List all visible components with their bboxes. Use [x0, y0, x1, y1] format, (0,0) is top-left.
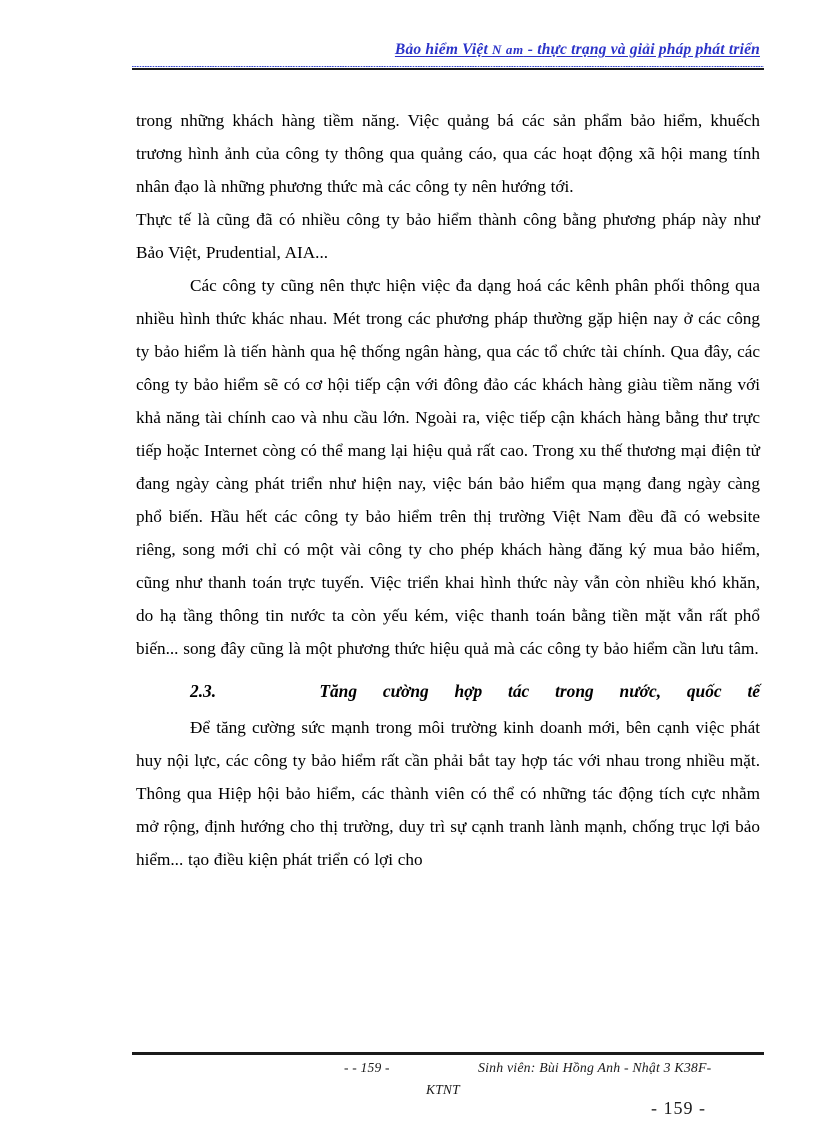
running-header [136, 40, 760, 60]
paragraph-3: Các công ty cũng nên thực hiện việc đa dạng hoá các kênh phân phối thông qua nhiều hình thức khác nhau. Mét trong các phương pháp thường gặp hiện nay ở các công ty bảo hiểm là tiến hành qua hệ thống ngân hàng, qua các tổ chức tài chính. Qua đây, các công ty bảo hiểm sẽ có cơ hội tiếp cận với đông đảo các khách hàng giàu tiềm năng với khả năng tài chính cao và nhu cầu lớn. Ngoài ra, việc tiếp cận khách hàng bằng thư trực tiếp hoặc Internet còng có thể mang lại hiệu quả rất cao. Trong xu thế thương mại điện tử đang ngày càng phát triển như hiện nay, việc bán bảo hiểm qua mạng đang ngày càng phổ biến. Hầu hết các công ty bảo hiểm trên thị trường Việt Nam đều đã có website riêng, song mới chỉ có một vài công ty cho phép khách hàng đăng ký mua bảo hiểm, cũng như thanh toán trực tuyến. Việc triển khai hình thức này vẫn còn nhiều khó khăn, do hạ tầng thông tin nước ta còn yếu kém, việc thanh toán bằng tiền mặt vẫn rất phổ biến... song đây cũng là một phương thức hiệu quả mà các công ty bảo hiểm cần lưu tâm. [136, 276, 760, 658]
footer-student-info: Sinh viên: Bùi Hồng Anh - Nhật 3 K38F- [478, 1060, 712, 1075]
header-divider [132, 66, 764, 70]
footer-department: KTNT [426, 1082, 460, 1097]
header-title-part2: - thực trạng và giải pháp phát triển [523, 41, 760, 58]
page-footer [136, 1052, 760, 1118]
paragraph-4: Để tăng cường sức mạnh trong môi trường kinh doanh mới, bên cạnh việc phát huy nội lực, các công ty bảo hiểm rất cần phải bắt tay hợp tác với nhau trong nhiều mặt. Thông qua Hiệp hội bảo hiểm, các thành viên có thể có những tác động tích cực nhằm mở rộng, định hướng cho thị trường, duy trì sự cạnh tranh lành mạnh, chống trục lợi bảo hiểm... tạo điều kiện phát triển có lợi cho [136, 718, 760, 869]
header-divider-thin-line [132, 66, 764, 67]
document-body [136, 104, 760, 876]
footer-content-row [136, 1052, 760, 1097]
section-title: Tăng cường hợp tác trong nước, quốc tế [319, 681, 761, 701]
section-number: 2.3. [190, 681, 217, 701]
footer-page-marker-left: - - 159 - [344, 1060, 390, 1075]
section-heading-2-3 [136, 671, 760, 711]
paragraph-1: trong những khách hàng tiềm năng. Việc quảng bá các sản phẩm bảo hiểm, khuếch trương hình ảnh của công ty thông qua quảng cáo, qua các hoạt động xã hội mang tính nhân đạo là những phương thức mà các công ty nên hướng tới. [136, 111, 760, 196]
header-divider-thick-line [132, 68, 764, 70]
footer-page-number: - 159 - [651, 1098, 706, 1118]
paragraph-2: Thực tế là cũng đã có nhiều công ty bảo hiểm thành công bằng phương pháp này như Bảo Việt, Prudential, AIA... [136, 210, 760, 262]
header-title-part1: Bảo hiểm Việt [394, 41, 493, 58]
header-title-smallcap: N am [492, 42, 524, 57]
header-title [136, 40, 760, 60]
